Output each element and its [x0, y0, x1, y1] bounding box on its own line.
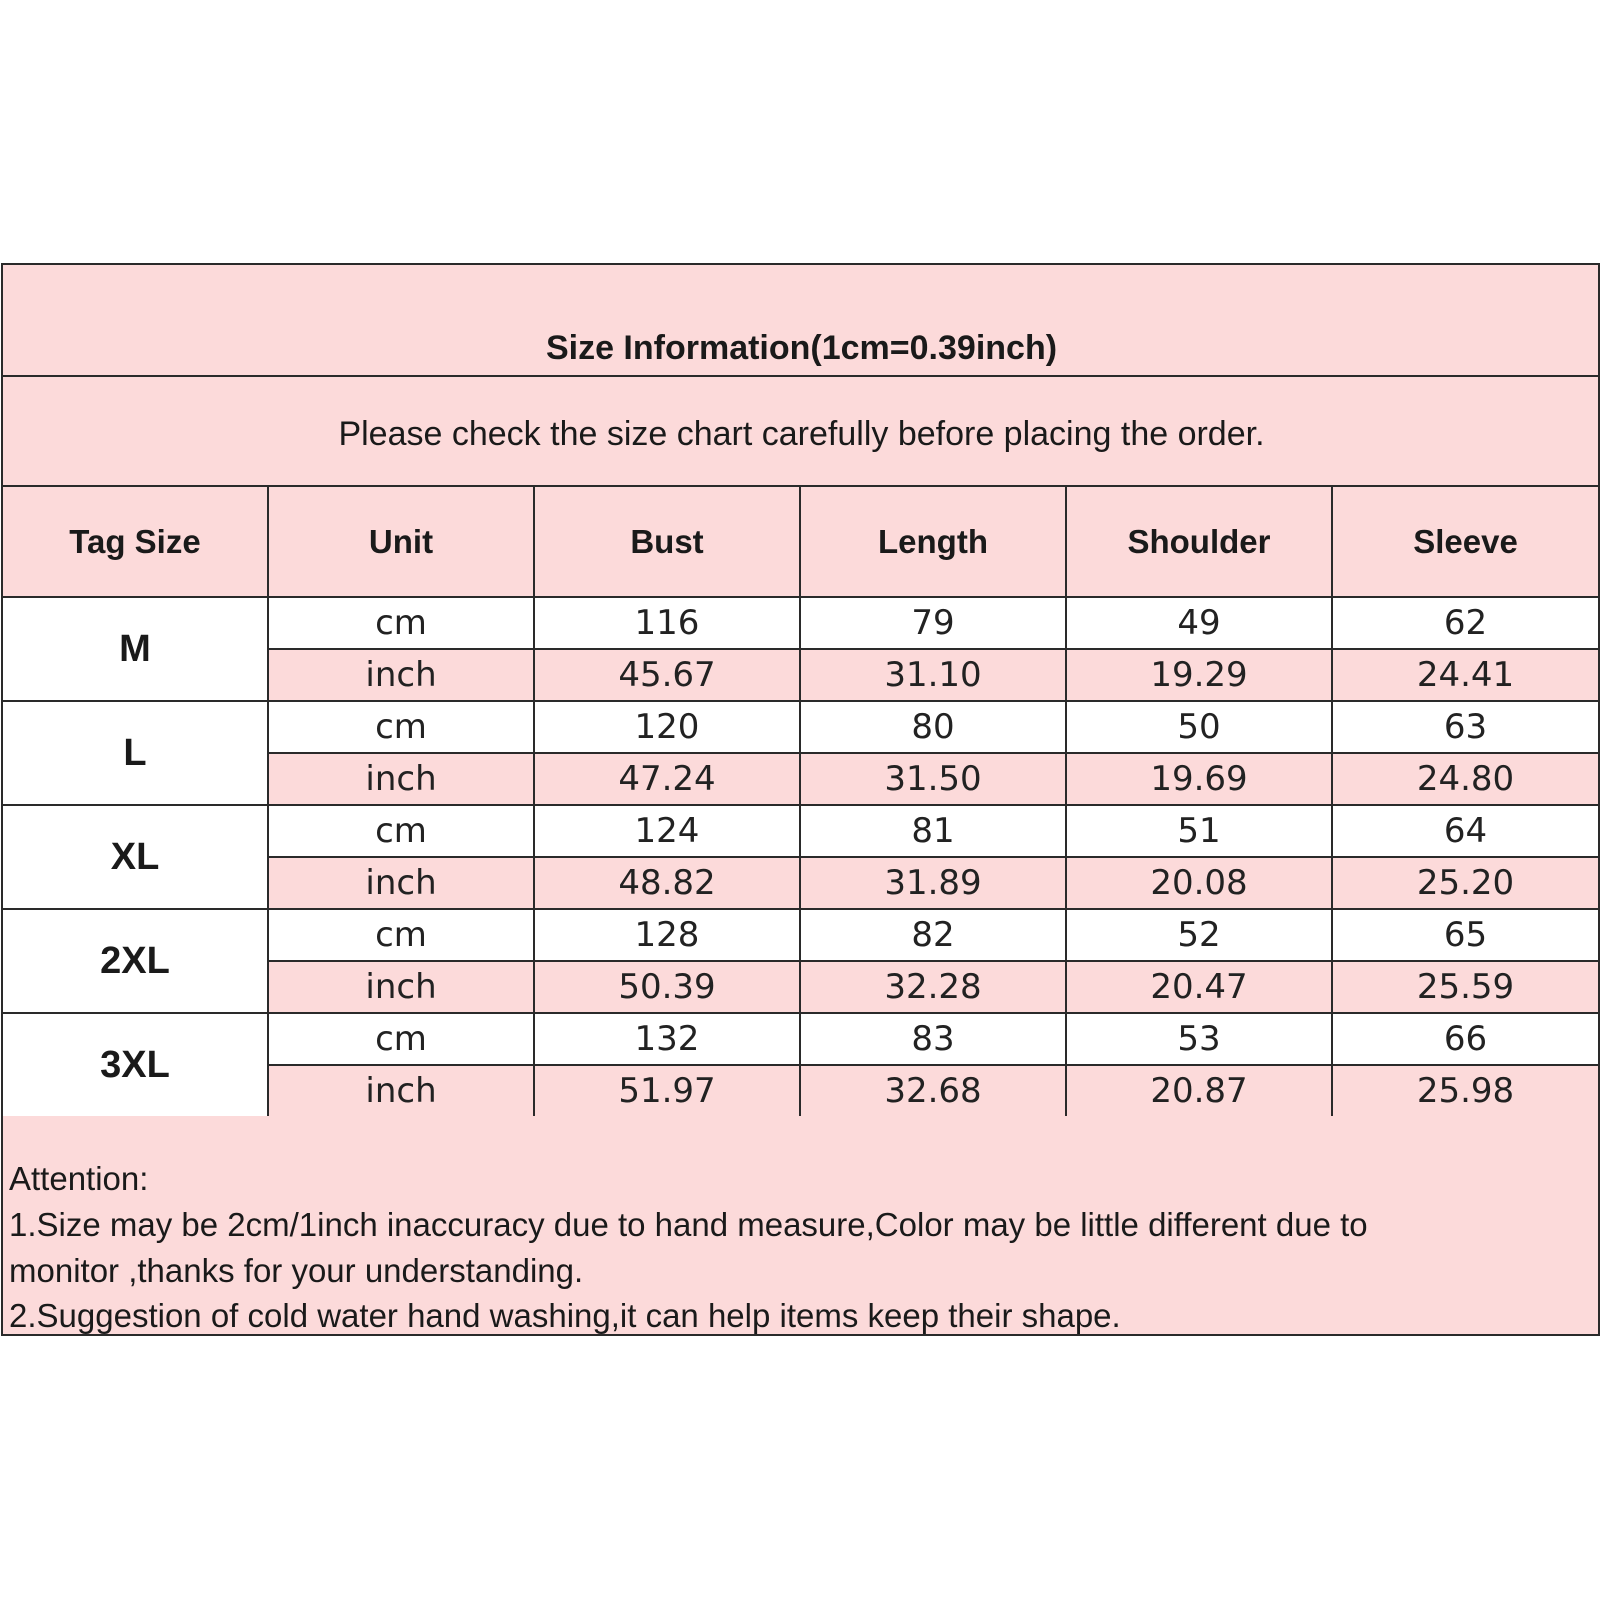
size-group	[3, 1014, 1600, 1118]
measurement-cell: 50.39	[535, 962, 801, 1012]
measurement-cell: 124	[535, 806, 801, 856]
measurement-cell: 66	[1443, 1019, 1488, 1059]
measurement-cell: 132	[535, 1014, 801, 1064]
notes-line-1-continued: monitor ,thanks for your understanding.	[9, 1252, 584, 1289]
table-row-inch	[269, 962, 1600, 1012]
measurement-cell: 25.20	[1416, 863, 1515, 903]
subtitle-row	[3, 377, 1600, 487]
measurement-cell: 32.68	[801, 1066, 1067, 1116]
unit-cell: cm	[269, 910, 535, 960]
table-row-cm	[269, 598, 1600, 650]
measurement-cell: 32.28	[801, 962, 1067, 1012]
table-row-cm	[269, 1014, 1600, 1066]
measurement-cell: 64	[1443, 811, 1488, 851]
notes-line-1: 1.Size may be 2cm/1inch inaccuracy due to hand measure,Color may be little different due to	[9, 1206, 1368, 1243]
unit-cell: inch	[269, 858, 535, 908]
measurement-cell: 50	[1067, 702, 1333, 752]
unit-cell: cm	[269, 806, 535, 856]
notes-heading: Attention:	[9, 1160, 149, 1197]
column-header: Shoulder	[1067, 487, 1333, 596]
unit-cell: cm	[269, 702, 535, 752]
measurement-cell: 24.41	[1416, 655, 1515, 695]
column-header: Length	[801, 487, 1067, 596]
measurement-cell: 49	[1067, 598, 1333, 648]
size-chart-table	[1, 263, 1600, 1336]
table-row-cm	[269, 910, 1600, 962]
measurement-cell: 116	[535, 598, 801, 648]
unit-cell: inch	[269, 754, 535, 804]
measurement-cell: 82	[801, 910, 1067, 960]
measurement-cell: 120	[535, 702, 801, 752]
column-header: Bust	[535, 487, 801, 596]
table-row-inch	[269, 1066, 1600, 1116]
table-row-inch	[269, 650, 1600, 700]
measurement-cell: 20.08	[1067, 858, 1333, 908]
measurement-cell: 47.24	[535, 754, 801, 804]
measurement-cell: 19.29	[1067, 650, 1333, 700]
unit-cell: cm	[269, 1014, 535, 1064]
measurement-cell: 45.67	[535, 650, 801, 700]
table-row-inch	[269, 858, 1600, 908]
table-row-cm	[269, 702, 1600, 754]
size-group	[3, 598, 1600, 702]
measurement-cell: 51	[1067, 806, 1333, 856]
measurement-cell: 65	[1443, 915, 1488, 955]
tag-size-cell: XL	[3, 806, 269, 908]
measurement-cell: 48.82	[535, 858, 801, 908]
measurement-cell: 31.10	[801, 650, 1067, 700]
measurement-cell: 25.59	[1416, 967, 1515, 1007]
tag-size-cell: 3XL	[3, 1014, 269, 1116]
measurement-cell: 83	[801, 1014, 1067, 1064]
measurement-cell: 20.87	[1067, 1066, 1333, 1116]
header-row	[3, 487, 1600, 598]
measurement-cell: 80	[801, 702, 1067, 752]
measurement-cell: 51.97	[535, 1066, 801, 1116]
measurement-cell: 31.89	[801, 858, 1067, 908]
measurement-cell: 79	[801, 598, 1067, 648]
measurement-cell: 53	[1067, 1014, 1333, 1064]
measurement-cell: 81	[801, 806, 1067, 856]
title-row	[3, 265, 1600, 377]
chart-subtitle: Please check the size chart carefully before placing the order.	[338, 415, 1265, 453]
measurement-cell: 31.50	[801, 754, 1067, 804]
column-header: Tag Size	[3, 487, 269, 596]
column-header: Sleeve	[1413, 522, 1518, 560]
notes-line-2: 2.Suggestion of cold water hand washing,it can help items keep their shape.	[9, 1297, 1121, 1334]
measurement-cell: 63	[1443, 707, 1488, 747]
measurement-cell: 20.47	[1067, 962, 1333, 1012]
size-group	[3, 702, 1600, 806]
size-group	[3, 910, 1600, 1014]
tag-size-cell: L	[3, 702, 269, 804]
measurement-cell: 62	[1443, 603, 1488, 643]
notes-section	[3, 1116, 1600, 1334]
unit-cell: inch	[269, 650, 535, 700]
unit-cell: cm	[269, 598, 535, 648]
measurement-cell: 52	[1067, 910, 1333, 960]
chart-title: Size Information(1cm=0.39inch)	[545, 329, 1058, 367]
measurement-cell: 128	[535, 910, 801, 960]
table-row-inch	[269, 754, 1600, 804]
measurement-cell: 19.69	[1067, 754, 1333, 804]
unit-cell: inch	[269, 1066, 535, 1116]
table-row-cm	[269, 806, 1600, 858]
table-body	[3, 598, 1600, 1116]
measurement-cell: 25.98	[1416, 1071, 1515, 1111]
column-header: Unit	[269, 487, 535, 596]
tag-size-cell: 2XL	[3, 910, 269, 1012]
measurement-cell: 24.80	[1416, 759, 1515, 799]
unit-cell: inch	[269, 962, 535, 1012]
tag-size-cell: M	[3, 598, 269, 700]
size-group	[3, 806, 1600, 910]
